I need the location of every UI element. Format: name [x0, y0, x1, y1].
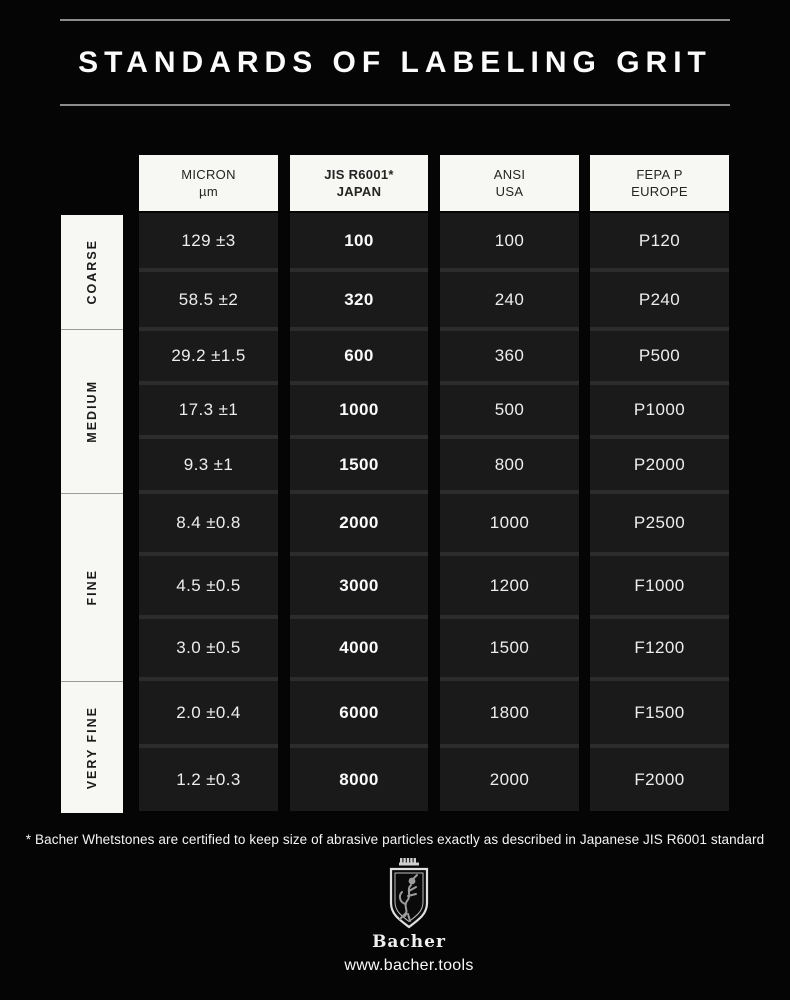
column-header-jis-line2: JAPAN	[336, 184, 382, 199]
column-header-ansi	[440, 155, 579, 211]
column-ansi	[440, 213, 579, 811]
lion-crest-icon	[386, 858, 432, 930]
micron-cell: 9.3 ±1	[139, 439, 278, 490]
column-header-jis	[290, 155, 428, 211]
column-micron	[139, 213, 278, 811]
ansi-cell: 1500	[440, 619, 579, 677]
jis-cell: 100	[290, 213, 428, 268]
fepa-cell: P1000	[590, 385, 729, 435]
column-header-ansi-line2: USA	[495, 184, 524, 199]
fepa-cell: P2500	[590, 494, 729, 552]
group-label-medium: MEDIUM	[85, 380, 99, 443]
fepa-cell: P2000	[590, 439, 729, 490]
fepa-cell: F1000	[590, 556, 729, 615]
micron-cell: 4.5 ±0.5	[139, 556, 278, 615]
ansi-cell: 360	[440, 331, 579, 381]
certification-footnote: * Bacher Whetstones are certified to keep size of abrasive particles exactly as described in Japanese JIS R6001 standard	[25, 832, 765, 847]
ansi-cell: 1000	[440, 494, 579, 552]
micron-cell: 29.2 ±1.5	[139, 331, 278, 381]
ansi-cell: 240	[440, 272, 579, 327]
group-section-very-fine	[61, 681, 123, 813]
fepa-cell: F1200	[590, 619, 729, 677]
jis-cell: 2000	[290, 494, 428, 552]
brand-name: Bacher	[372, 932, 446, 952]
title-top-rule	[60, 19, 730, 21]
group-section-fine	[61, 493, 123, 681]
column-header-micron-line1: MICRON	[181, 167, 236, 182]
column-header-fepa-line1: FEPA P	[636, 167, 683, 182]
group-label-very-fine: VERY FINE	[85, 705, 99, 790]
jis-cell: 4000	[290, 619, 428, 677]
column-header-jis-line1: JIS R6001*	[324, 167, 394, 182]
jis-cell: 1000	[290, 385, 428, 435]
column-header-micron-line2: µm	[199, 184, 218, 199]
group-section-coarse	[61, 215, 123, 329]
ansi-cell: 500	[440, 385, 579, 435]
micron-cell: 17.3 ±1	[139, 385, 278, 435]
fepa-cell: F1500	[590, 681, 729, 744]
micron-cell: 3.0 ±0.5	[139, 619, 278, 677]
ansi-cell: 1200	[440, 556, 579, 615]
micron-cell: 58.5 ±2	[139, 272, 278, 327]
fepa-cell: P120	[590, 213, 729, 268]
group-label-coarse: COARSE	[85, 239, 99, 305]
column-header-ansi-line1: ANSI	[493, 167, 526, 182]
column-fepa	[590, 213, 729, 811]
fepa-cell: P240	[590, 272, 729, 327]
fepa-cell: F2000	[590, 748, 729, 811]
ansi-cell: 1800	[440, 681, 579, 744]
column-jis	[290, 213, 428, 811]
page-title: STANDARDS OF LABELING GRIT	[78, 46, 712, 79]
jis-cell: 8000	[290, 748, 428, 811]
jis-cell: 6000	[290, 681, 428, 744]
jis-cell: 320	[290, 272, 428, 327]
brand-website: www.bacher.tools	[344, 957, 474, 974]
column-header-fepa-line2: EUROPE	[631, 184, 688, 199]
micron-cell: 8.4 ±0.8	[139, 494, 278, 552]
column-header-micron	[139, 155, 278, 211]
jis-cell: 600	[290, 331, 428, 381]
brand-block	[329, 858, 489, 975]
micron-cell: 2.0 ±0.4	[139, 681, 278, 744]
micron-cell: 1.2 ±0.3	[139, 748, 278, 811]
micron-cell: 129 ±3	[139, 213, 278, 268]
ansi-cell: 2000	[440, 748, 579, 811]
grit-group-sidebar	[61, 215, 123, 813]
jis-cell: 1500	[290, 439, 428, 490]
jis-cell: 3000	[290, 556, 428, 615]
fepa-cell: P500	[590, 331, 729, 381]
title-bottom-rule	[60, 104, 730, 106]
ansi-cell: 800	[440, 439, 579, 490]
ansi-cell: 100	[440, 213, 579, 268]
group-section-medium	[61, 329, 123, 493]
column-header-fepa	[590, 155, 729, 211]
group-label-fine: FINE	[85, 569, 99, 606]
